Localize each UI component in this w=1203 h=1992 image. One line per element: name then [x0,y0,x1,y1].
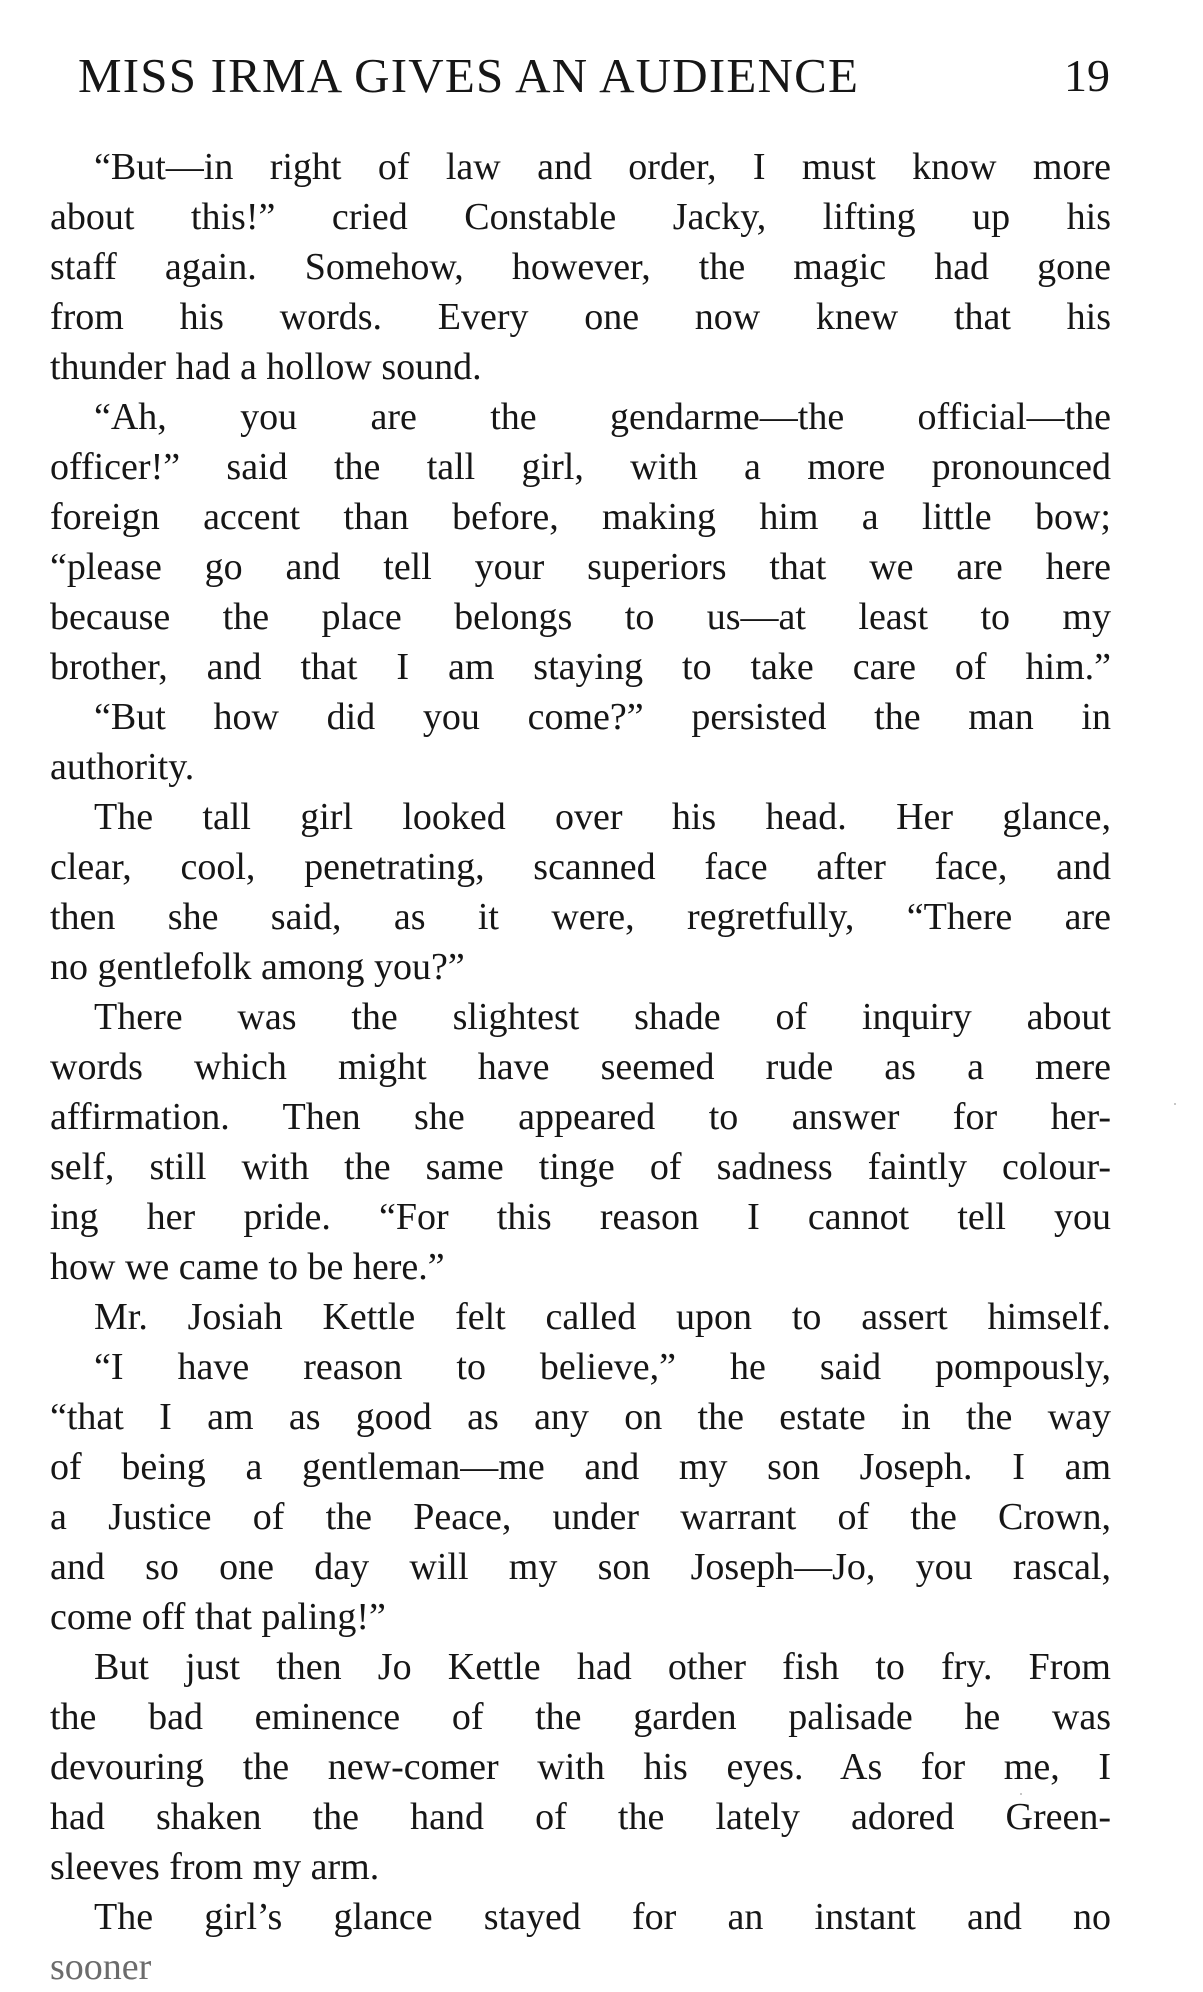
text-line: and so one day will my son Joseph—Jo, you rascal, [50,1546,1111,1588]
text-line: Mr. Josiah Kettle felt called upon to assert himself. [94,1296,1111,1338]
text-line: foreign accent than before, making him a little bow; [50,496,1111,538]
text-line: affirmation. Then she appeared to answer for her- [50,1096,1111,1138]
text-line: ing her pride. “For this reason I cannot tell you [50,1196,1111,1238]
text-line: the bad eminence of the garden palisade he was [50,1696,1111,1738]
scan-speck [1020,1793,1022,1795]
page-header [78,48,1110,108]
body-text [50,142,1111,1988]
text-line: how we came to be here.” [50,1246,445,1288]
text-line-cut-off: sooner [50,1946,152,1988]
text-line: But just then Jo Kettle had other fish to fry. From [94,1646,1111,1688]
text-line: “Ah, you are the gendarme—the official—the [94,396,1111,438]
text-line: of being a gentleman—me and my son Joseph. I am [50,1446,1111,1488]
text-line: “But how did you come?” persisted the man in [94,696,1111,738]
text-line: a Justice of the Peace, under warrant of the Crown, [50,1496,1111,1538]
text-line: self, still with the same tinge of sadness faintly colour- [50,1146,1111,1188]
text-line: The girl’s glance stayed for an instant and no [94,1896,1111,1938]
text-line: then she said, as it were, regretfully, “There are [50,896,1111,938]
text-line: There was the slightest shade of inquiry about [94,996,1111,1038]
text-line: brother, and that I am staying to take care of him.” [50,646,1111,688]
text-line: from his words. Every one now knew that his [50,296,1111,338]
text-line: “that I am as good as any on the estate in the way [50,1396,1111,1438]
text-line: no gentlefolk among you?” [50,946,465,988]
text-line: had shaken the hand of the lately adored Green- [50,1796,1111,1838]
text-line: about this!” cried Constable Jacky, lifting up his [50,196,1111,238]
text-line: come off that paling!” [50,1596,386,1638]
page-number: 19 [1064,50,1110,101]
text-line: thunder had a hollow sound. [50,346,482,388]
text-line: staff again. Somehow, however, the magic had gone [50,246,1111,288]
running-title: MISS IRMA GIVES AN AUDIENCE [78,48,860,103]
text-line: “But—in right of law and order, I must know more [94,146,1111,188]
text-line: authority. [50,746,195,788]
scan-speck [1174,1103,1176,1105]
text-line: words which might have seemed rude as a mere [50,1046,1111,1088]
text-line: clear, cool, penetrating, scanned face after face, and [50,846,1111,888]
text-line: devouring the new-comer with his eyes. As for me, I [50,1746,1111,1788]
text-line: officer!” said the tall girl, with a more pronounced [50,446,1111,488]
text-line: “please go and tell your superiors that we are here [50,546,1111,588]
text-line: because the place belongs to us—at least to my [50,596,1111,638]
text-line: “I have reason to believe,” he said pompously, [94,1346,1111,1388]
text-line: The tall girl looked over his head. Her glance, [94,796,1111,838]
text-line: sleeves from my arm. [50,1846,380,1888]
